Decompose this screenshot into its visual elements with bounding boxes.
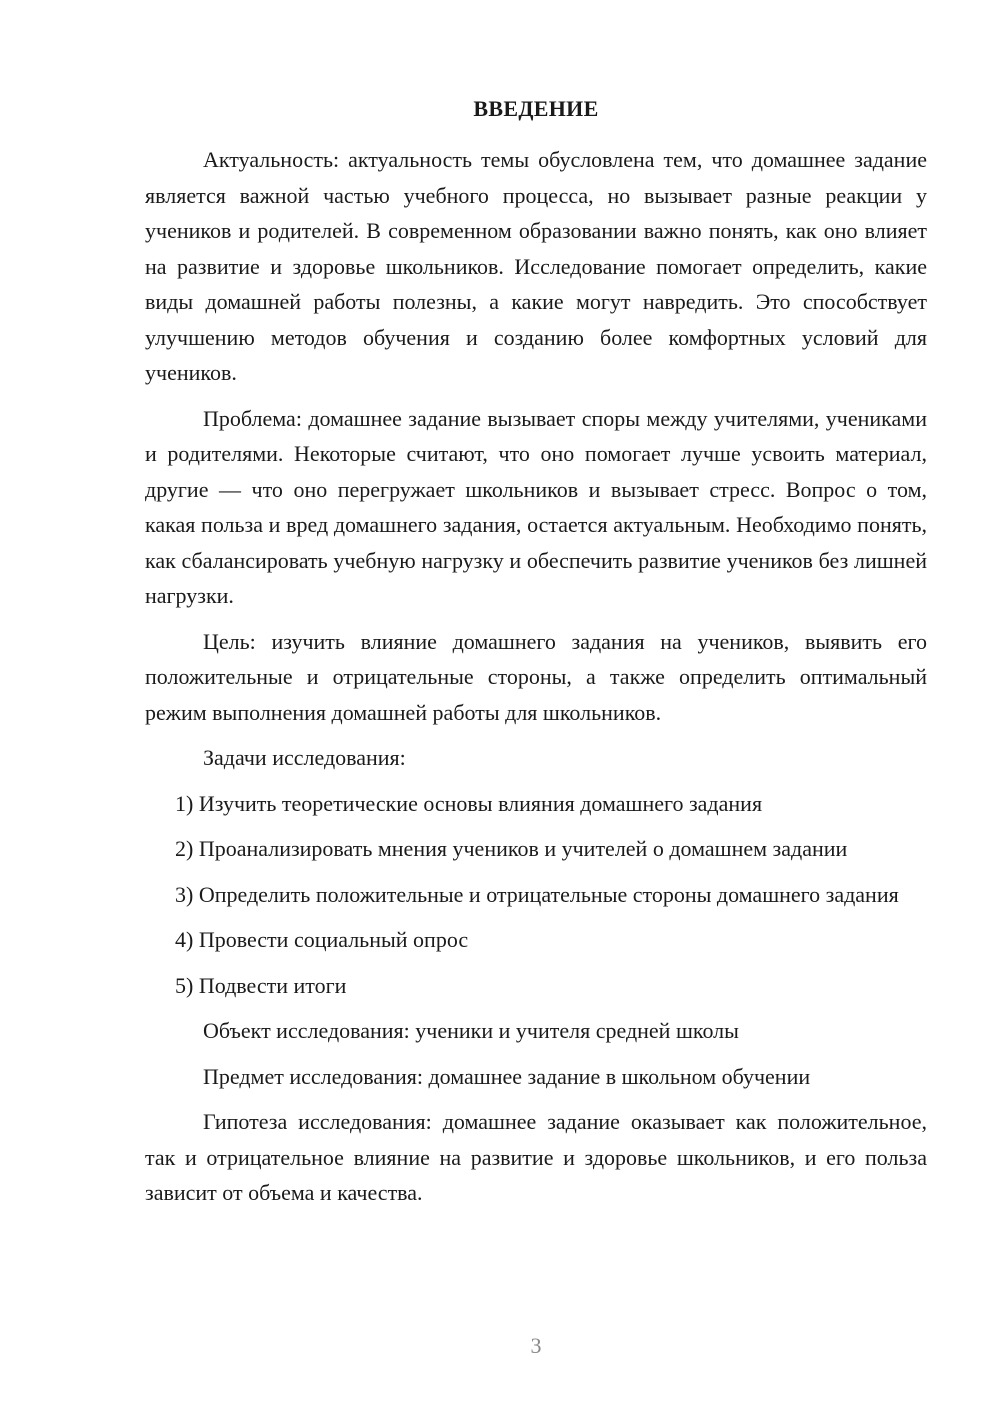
task-item: 4) Провести социальный опрос [175, 927, 469, 952]
task-item: 3) Определить положительные и отрицательные стороны домашнего задания [175, 881, 899, 907]
object-paragraph: Объект исследования: ученики и учителя средней школы [203, 1018, 739, 1043]
relevance-paragraph: Актуальность: актуальность темы обусловлена тем, что домашнее задание является важной частью учебного процесса, но вызывает разные реакции у учеников и родителей. В современном образовании важно понять, как оно влияет на развитие и здоровье школьников. Исследование помогает определить, какие виды домашней работы полезны, а какие могут навредить. Это способствует улучшению методов обучения и созданию более комфортных условий для учеников. [145, 147, 927, 385]
document-body [145, 142, 927, 1221]
hypothesis-paragraph: Гипотеза исследования: домашнее задание оказывает как положительное, так и отрицательное влияние на развитие и здоровье школьников, и его польза зависит от объема и качества. [145, 1109, 927, 1205]
tasks-heading: Задачи исследования: [203, 745, 406, 770]
task-item: 2) Проанализировать мнения учеников и учителей о домашнем задании [175, 836, 848, 861]
page-number: 3 [530, 1333, 542, 1358]
problem-paragraph: Проблема: домашнее задание вызывает споры между учителями, учениками и родителями. Некоторые считают, что оно помогает лучше усвоить материал, другие — что оно перегружает школьников и вызывает стресс. Вопрос о том, какая польза и вред домашнего задания, остается актуальным. Необходимо понять, как сбалансировать учебную нагрузку и обеспечить развитие учеников без лишней нагрузки. [145, 405, 927, 608]
page-title: ВВЕДЕНИЕ [473, 96, 599, 121]
goal-paragraph: Цель: изучить влияние домашнего задания на учеников, выявить его положительные и отрицательные стороны, а также определить оптимальный режим выполнения домашней работы для школьников. [145, 628, 927, 725]
task-item: 5) Подвести итоги [175, 972, 347, 998]
subject-paragraph: Предмет исследования: домашнее задание в школьном обучении [203, 1063, 811, 1089]
task-item: 1) Изучить теоретические основы влияния домашнего задания [175, 790, 763, 816]
